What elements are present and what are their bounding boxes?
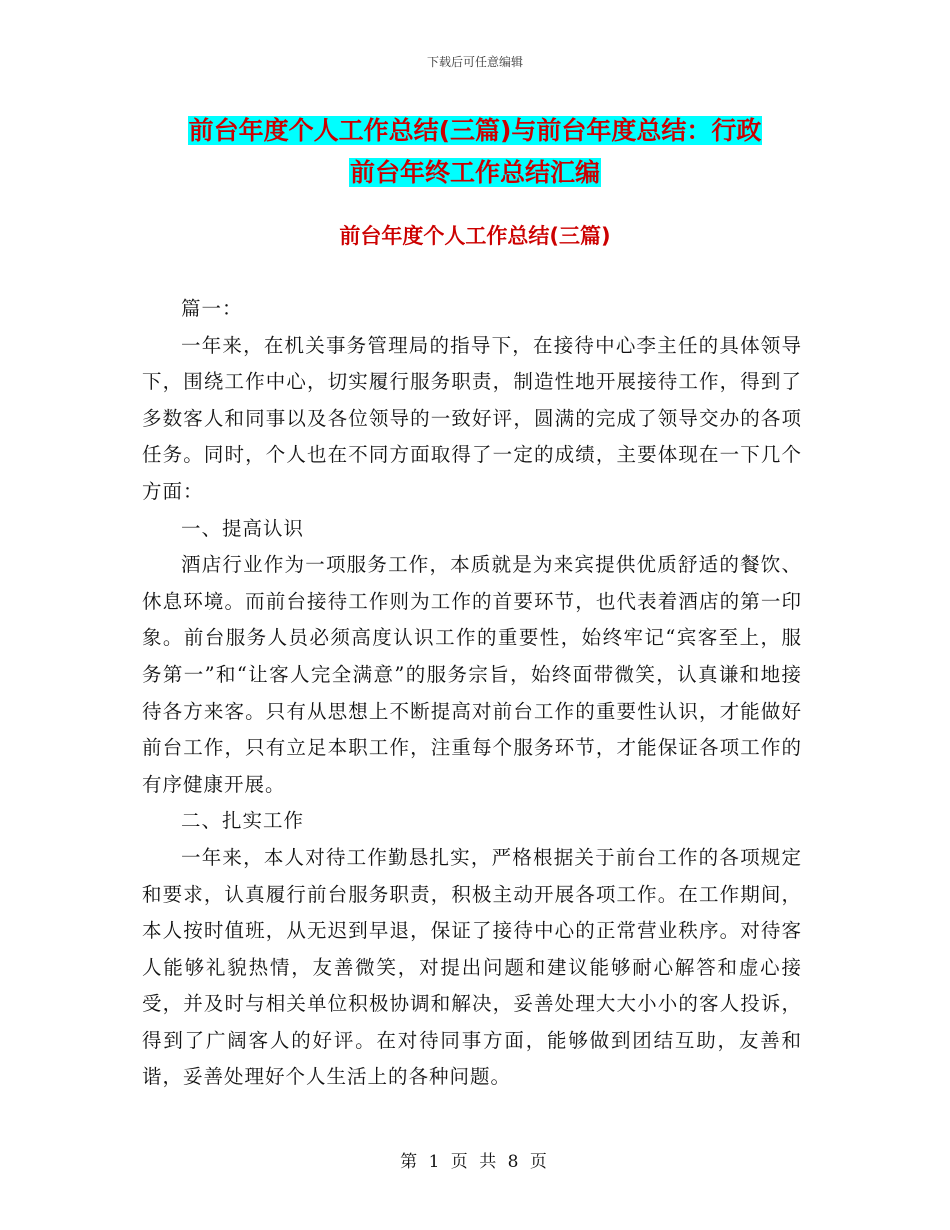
page-number: 第 1 页 共 8 页 (400, 1152, 550, 1172)
paragraph-heading-1: 一、提高认识 (181, 516, 305, 540)
title-line-2: 前台年终工作总结汇编 (349, 158, 600, 187)
paragraph-section-label: 篇一： (181, 297, 243, 320)
paragraph-body-2: 一年来，本人对待工作勤恳扎实，严格根据关于前台工作的各项规定和要求，认真履行前台服务职责，积极主动开展各项工作。在工作期间，本人按时值班，从无迟到早退，保证了接待中心的正常营业秩序。对待客人能够礼貌热情，友善微笑，对提出问题和建议能够耐心解答和虚心接受，并及时与相关单位积极协调和解决，妥善处理大大小小的客人投诉，得到了广阔客人的好评。在对待同事方面，能够做到团结互助，友善和谐，妥善处理好个人生活上的各种问题。 (142, 845, 802, 1089)
header-note: 下载后可任意编辑 (426, 55, 523, 69)
paragraph-heading-2: 二、扎实工作 (181, 809, 305, 833)
document-body (142, 291, 802, 1096)
title-line-1: 前台年度个人工作总结(三篇)与前台年度总结：行政 (188, 116, 762, 145)
document-title (0, 110, 950, 194)
paragraph-intro: 一年来，在机关事务管理局的指导下，在接待中心李主任的具体领导下，围绕工作中心，切实履行服务职责，制造性地开展接待工作，得到了多数客人和同事以及各位领导的一致好评，圆满的完成了领导交办的各项任务。同时，个人也在不同方面取得了一定的成绩，主要体现在一下几个方面： (142, 333, 802, 503)
paragraph-body-1: 酒店行业作为一项服务工作，本质就是为来宾提供优质舒适的餐饮、休息环境。而前台接待工作则为工作的首要环节，也代表着酒店的第一印象。前台服务人员必须高度认识工作的重要性，始终牢记“宾客至上，服务第一”和“让客人完全满意”的服务宗旨，始终面带微笑，认真谦和地接待各方来客。只有从思想上不断提高对前台工作的重要性认识，才能做好前台工作，只有立足本职工作，注重每个服务环节，才能保证各项工作的有序健康开展。 (142, 553, 802, 796)
document-subtitle: 前台年度个人工作总结(三篇) (339, 224, 611, 248)
